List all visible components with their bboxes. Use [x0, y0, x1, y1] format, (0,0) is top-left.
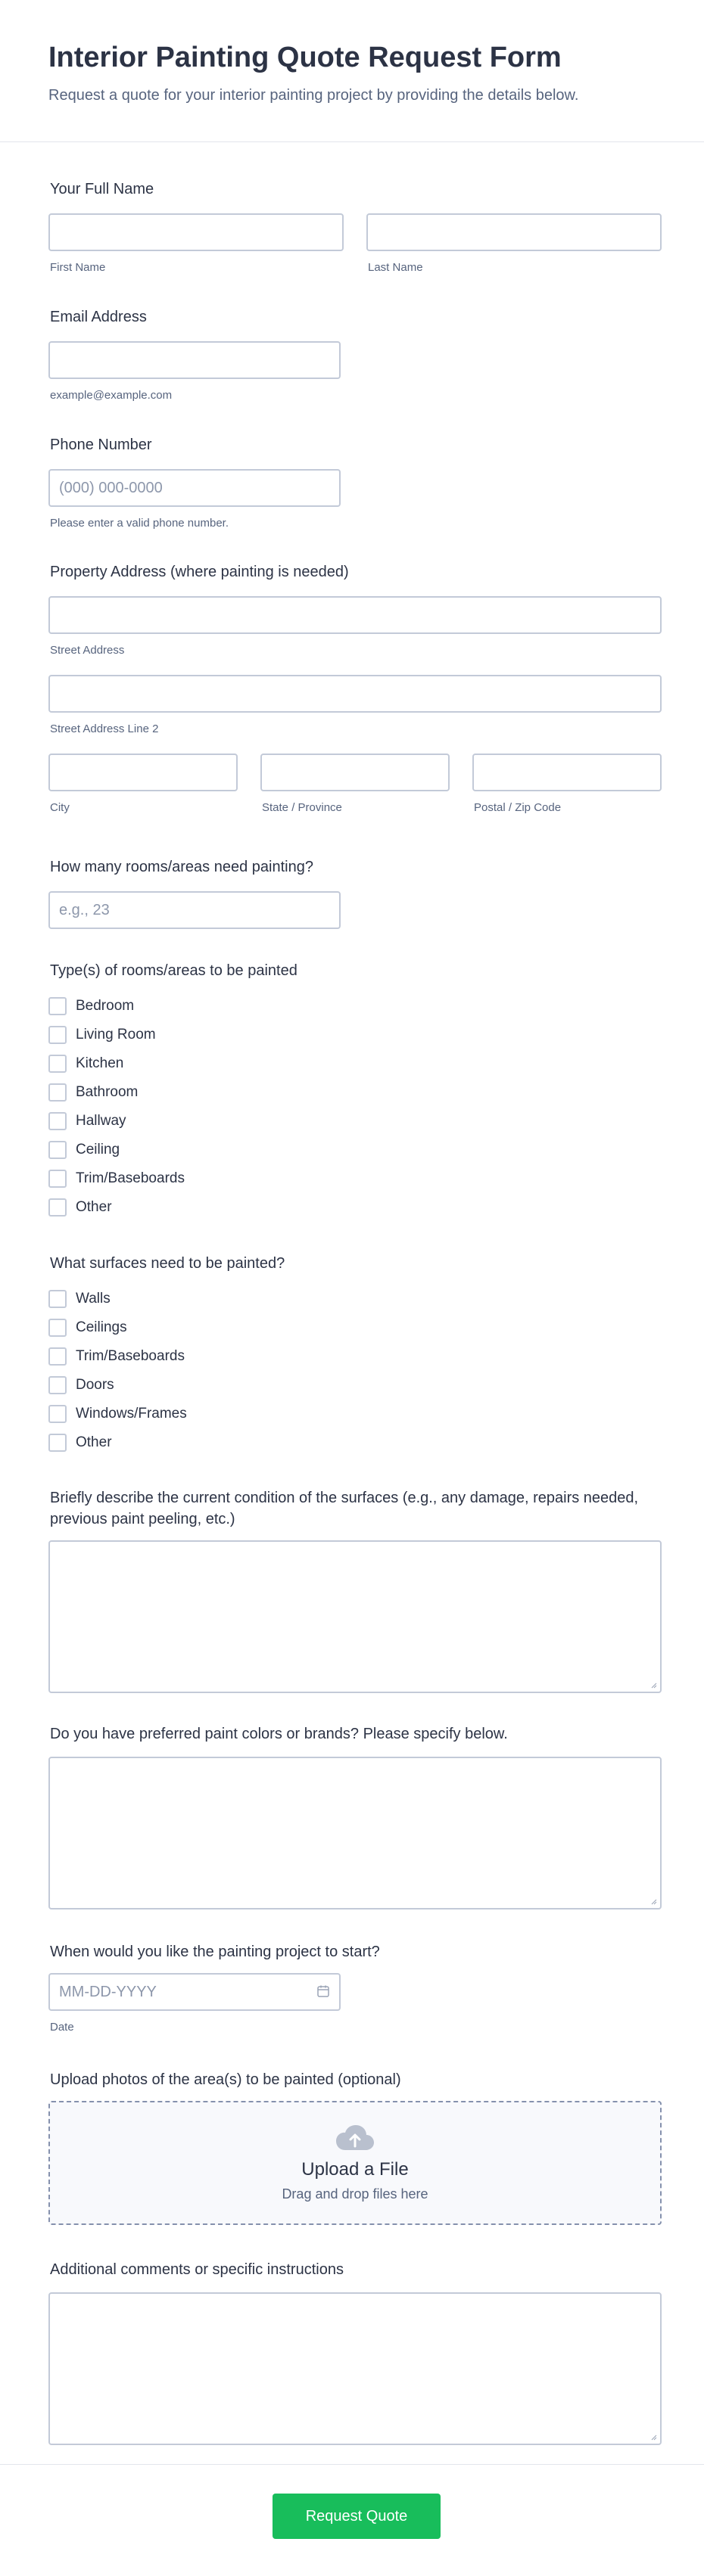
- checkbox[interactable]: [48, 1290, 67, 1308]
- checkbox-option[interactable]: [48, 1078, 662, 1107]
- checkbox[interactable]: [48, 1141, 67, 1159]
- form-title: Interior Painting Quote Request Form: [48, 42, 562, 73]
- first-name-sublabel: First Name: [50, 261, 106, 274]
- checkbox[interactable]: [48, 1405, 67, 1423]
- comments-label: Additional comments or specific instructions: [50, 2261, 344, 2278]
- checkbox-option[interactable]: [48, 1400, 662, 1428]
- street-address-line2-input[interactable]: [48, 675, 662, 713]
- state-sublabel: State / Province: [262, 801, 342, 814]
- street-address-line2-sublabel: Street Address Line 2: [50, 722, 159, 735]
- email-label: Email Address: [50, 309, 147, 325]
- state-input[interactable]: [260, 754, 450, 791]
- resize-handle-icon[interactable]: [649, 1681, 657, 1689]
- resize-handle-icon[interactable]: [649, 1897, 657, 1905]
- checkbox-option[interactable]: [48, 1049, 662, 1078]
- city-input[interactable]: [48, 754, 238, 791]
- checkbox-option[interactable]: [48, 1342, 662, 1371]
- form-header: [0, 0, 704, 142]
- surfaces-label: What surfaces need to be painted?: [50, 1255, 285, 1272]
- phone-label: Phone Number: [50, 437, 152, 453]
- address-label: Property Address (where painting is needed): [50, 564, 349, 580]
- surfaces-field: [48, 1253, 662, 1457]
- checkbox-label: Trim/Baseboards: [76, 1348, 185, 1364]
- room-types-label: Type(s) of rooms/areas to be painted: [50, 962, 297, 979]
- zip-input[interactable]: [472, 754, 662, 791]
- resize-handle-icon[interactable]: [649, 2433, 657, 2441]
- phone-field: [48, 434, 662, 531]
- last-name-sublabel: Last Name: [368, 261, 423, 274]
- checkbox-label: Living Room: [76, 1027, 156, 1043]
- colors-field: [48, 1723, 662, 1909]
- room-types-field: [48, 960, 662, 1222]
- checkbox-label: Bedroom: [76, 998, 135, 1014]
- condition-textarea[interactable]: [48, 1540, 662, 1693]
- checkbox-option[interactable]: [48, 992, 662, 1021]
- checkbox-option[interactable]: [48, 1285, 662, 1313]
- checkbox-label: Trim/Baseboards: [76, 1170, 185, 1186]
- cloud-upload-icon: [335, 2124, 375, 2152]
- checkbox-option[interactable]: [48, 1107, 662, 1136]
- checkbox-option[interactable]: [48, 1136, 662, 1164]
- upload-subtitle: Drag and drop files here: [282, 2186, 428, 2202]
- room-types-checkbox-list: [48, 992, 662, 1222]
- checkbox-option[interactable]: [48, 1193, 662, 1222]
- upload-title: Upload a File: [301, 2158, 409, 2180]
- checkbox-option[interactable]: [48, 1371, 662, 1400]
- phone-sublabel: Please enter a valid phone number.: [50, 517, 229, 530]
- phone-input[interactable]: [48, 469, 341, 507]
- colors-textarea[interactable]: [48, 1757, 662, 1909]
- checkbox-option[interactable]: [48, 1164, 662, 1193]
- checkbox-label: Kitchen: [76, 1055, 124, 1071]
- start-date-input[interactable]: [48, 1973, 341, 2011]
- checkbox-label: Other: [76, 1434, 112, 1450]
- form-footer: [0, 2464, 704, 2576]
- start-date-sublabel: Date: [50, 2021, 74, 2034]
- full-name-field: [48, 179, 662, 275]
- rooms-count-field: [48, 856, 662, 929]
- rooms-count-input[interactable]: [48, 891, 341, 929]
- checkbox[interactable]: [48, 1026, 67, 1044]
- checkbox[interactable]: [48, 1112, 67, 1130]
- checkbox-label: Other: [76, 1199, 112, 1215]
- request-quote-button[interactable]: Request Quote: [273, 2494, 441, 2539]
- checkbox-label: Windows/Frames: [76, 1406, 187, 1422]
- start-date-field: [48, 1941, 662, 2035]
- checkbox[interactable]: [48, 1319, 67, 1337]
- checkbox-option[interactable]: [48, 1021, 662, 1049]
- city-sublabel: City: [50, 801, 70, 814]
- first-name-input[interactable]: [48, 213, 344, 251]
- rooms-count-label: How many rooms/areas need painting?: [50, 859, 313, 875]
- checkbox-label: Hallway: [76, 1113, 126, 1129]
- calendar-icon[interactable]: [316, 1984, 330, 1998]
- checkbox-option[interactable]: [48, 1313, 662, 1342]
- address-field: [48, 561, 662, 816]
- surfaces-checkbox-list: [48, 1285, 662, 1457]
- start-date-label: When would you like the painting project to start?: [50, 1944, 380, 1960]
- upload-field: [48, 2069, 662, 2225]
- email-field: [48, 306, 662, 403]
- zip-sublabel: Postal / Zip Code: [474, 801, 562, 814]
- street-address-sublabel: Street Address: [50, 644, 125, 657]
- checkbox-label: Doors: [76, 1377, 114, 1393]
- checkbox[interactable]: [48, 1376, 67, 1394]
- condition-field: [48, 1487, 662, 1693]
- last-name-input[interactable]: [366, 213, 662, 251]
- condition-label: Briefly describe the current condition of the surfaces (e.g., any damage, repairs needed, previous paint peeling, etc.): [50, 1490, 639, 1527]
- checkbox[interactable]: [48, 1170, 67, 1188]
- full-name-label: Your Full Name: [50, 181, 154, 197]
- checkbox[interactable]: [48, 1198, 67, 1217]
- checkbox-label: Ceilings: [76, 1319, 127, 1335]
- checkbox-label: Bathroom: [76, 1084, 139, 1100]
- checkbox[interactable]: [48, 1434, 67, 1452]
- checkbox-label: Ceiling: [76, 1142, 120, 1157]
- checkbox-label: Walls: [76, 1291, 111, 1307]
- checkbox[interactable]: [48, 997, 67, 1015]
- upload-label: Upload photos of the area(s) to be painted (optional): [50, 2071, 401, 2088]
- form-subtitle: Request a quote for your interior painting project by providing the details below.: [48, 87, 579, 104]
- checkbox[interactable]: [48, 1055, 67, 1073]
- checkbox[interactable]: [48, 1347, 67, 1366]
- checkbox-option[interactable]: [48, 1428, 662, 1457]
- email-sublabel: example@example.com: [50, 389, 173, 402]
- comments-textarea[interactable]: [48, 2292, 662, 2445]
- street-address-input[interactable]: [48, 596, 662, 634]
- file-upload-dropzone[interactable]: [48, 2101, 662, 2225]
- email-input[interactable]: [48, 341, 341, 379]
- checkbox[interactable]: [48, 1083, 67, 1102]
- colors-label: Do you have preferred paint colors or brands? Please specify below.: [50, 1726, 508, 1742]
- comments-field: [48, 2259, 662, 2445]
